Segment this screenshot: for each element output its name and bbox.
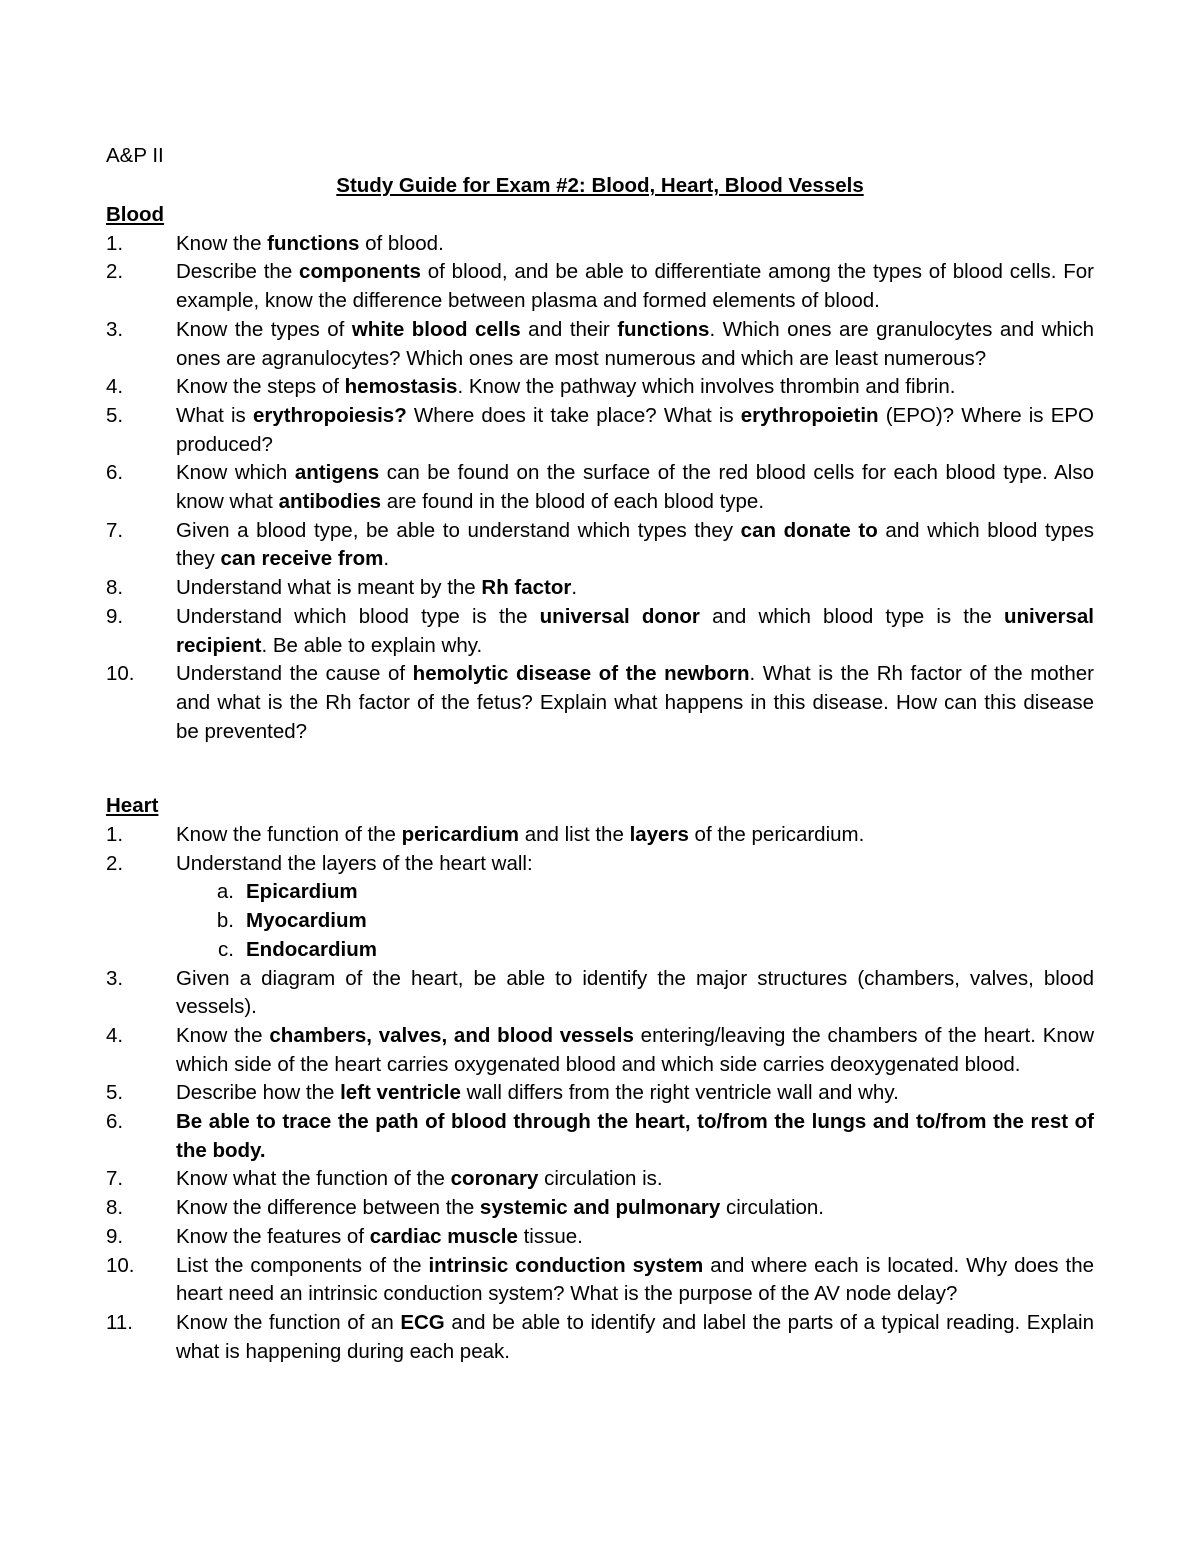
list-item [106, 373, 1094, 402]
list-item [106, 402, 1094, 459]
list-item [106, 1165, 1094, 1194]
item-text: What is erythropoiesis? Where does it take place? What is erythropoietin (EPO)? Where is EPO produced? [176, 403, 1094, 456]
item-text: Given a blood type, be able to understand which types they can donate to and which blood types they can receive from. [176, 518, 1094, 571]
item-number: 10. [106, 662, 135, 686]
sub-list-item [106, 878, 1094, 907]
item-text: Know what the function of the coronary circulation is. [176, 1167, 663, 1191]
section-heading: Heart [106, 794, 159, 818]
item-text: Understand what is meant by the Rh factor. [176, 576, 578, 600]
item-number: 2. [106, 260, 124, 284]
sub-item-text: Endocardium [246, 937, 377, 961]
item-text: Know the features of cardiac muscle tissue. [176, 1224, 583, 1248]
item-text: Know the chambers, valves, and blood vessels entering/leaving the chambers of the heart. Know which side of the heart carries oxygenated blood and which side carries deoxygenated blood. [176, 1023, 1095, 1076]
sub-item-text: Myocardium [246, 909, 367, 933]
item-number: 5. [106, 1081, 124, 1105]
item-text: Be able to trace the path of blood through the heart, to/from the lungs and to/from the rest of the body. [176, 1110, 1094, 1162]
item-text: Know the function of the pericardium and list the layers of the pericardium. [176, 823, 865, 847]
list-item [106, 459, 1094, 516]
item-text: Know the types of white blood cells and their functions. Which ones are granulocytes and which ones are agranulocytes? Which ones are most numerous and which are least numerous? [176, 317, 1095, 370]
item-number: 9. [106, 1224, 124, 1248]
item-letter: c. [218, 937, 234, 961]
question-list [106, 821, 1094, 1366]
item-text: Know which antigens can be found on the surface of the red blood cells for each blood type. Also know what antibodies are found in the blood of each blood type. [176, 461, 1094, 514]
list-item [106, 1108, 1094, 1165]
sub-list-item [106, 907, 1094, 936]
item-number: 8. [106, 576, 124, 600]
list-item [106, 1194, 1094, 1223]
item-number: 7. [106, 1167, 124, 1191]
list-item [106, 517, 1094, 574]
item-number: 4. [106, 1023, 124, 1047]
item-number: 1. [106, 231, 124, 255]
list-item [106, 821, 1094, 850]
item-number: 8. [106, 1196, 124, 1220]
item-number: 5. [106, 403, 124, 427]
item-text: Know the function of an ECG and be able to identify and label the parts of a typical reading. Explain what is happening during each peak. [176, 1310, 1094, 1363]
item-text: Know the functions of blood. [176, 231, 444, 255]
item-text: Understand the layers of the heart wall: [176, 851, 533, 875]
sub-list [106, 878, 1094, 964]
section-gap [106, 746, 1094, 792]
sub-list-item [106, 936, 1094, 965]
list-item [106, 603, 1094, 660]
list-item [106, 1223, 1094, 1252]
list-item [106, 574, 1094, 603]
item-number: 11. [106, 1310, 133, 1334]
list-item [106, 1309, 1094, 1366]
item-text: Describe the components of blood, and be able to differentiate among the types of blood cells. For example, know the difference between plasma and formed elements of blood. [176, 260, 1094, 313]
list-item [106, 258, 1094, 315]
item-number: 3. [106, 317, 124, 341]
list-item [106, 1252, 1094, 1309]
item-text: Given a diagram of the heart, be able to identify the major structures (chambers, valves, blood vessels). [176, 966, 1094, 1019]
item-number: 4. [106, 375, 124, 399]
item-text: Understand the cause of hemolytic disease of the newborn. What is the Rh factor of the mother and what is the Rh factor of the fetus? Explain what happens in this disease. How can this disease be prevented? [176, 662, 1094, 743]
list-item [106, 660, 1094, 746]
list-item [106, 965, 1094, 1022]
section-blood [106, 201, 1094, 746]
sub-item-text: Epicardium [246, 880, 358, 904]
item-number: 2. [106, 851, 124, 875]
item-text: Know the steps of hemostasis. Know the pathway which involves thrombin and fibrin. [176, 375, 956, 399]
item-number: 1. [106, 823, 124, 847]
item-number: 10. [106, 1253, 135, 1277]
item-number: 6. [106, 1110, 124, 1134]
course-name: A&P II [106, 144, 164, 167]
list-item [106, 1079, 1094, 1108]
list-item [106, 850, 1094, 879]
section-heading: Blood [106, 203, 165, 226]
item-number: 6. [106, 461, 124, 485]
list-item [106, 230, 1094, 259]
item-letter: b. [216, 909, 234, 933]
item-number: 3. [106, 966, 124, 990]
section-heart [106, 792, 1094, 1366]
question-list [106, 230, 1094, 747]
list-item [106, 1022, 1094, 1079]
item-number: 7. [106, 518, 124, 542]
item-text: Know the difference between the systemic and pulmonary circulation. [176, 1196, 824, 1220]
item-letter: a. [216, 880, 234, 904]
item-text: Understand which blood type is the universal donor and which blood type is the universal recipient. Be able to explain why. [176, 604, 1094, 657]
list-item [106, 316, 1094, 373]
item-number: 9. [106, 604, 124, 628]
item-text: List the components of the intrinsic conduction system and where each is located. Why does the heart need an intrinsic conduction system? What is the purpose of the AV node delay? [176, 1253, 1094, 1306]
item-text: Describe how the left ventricle wall differs from the right ventricle wall and why. [176, 1081, 899, 1105]
document-page [106, 141, 1094, 1366]
document-title: Study Guide for Exam #2: Blood, Heart, Blood Vessels [336, 174, 864, 197]
